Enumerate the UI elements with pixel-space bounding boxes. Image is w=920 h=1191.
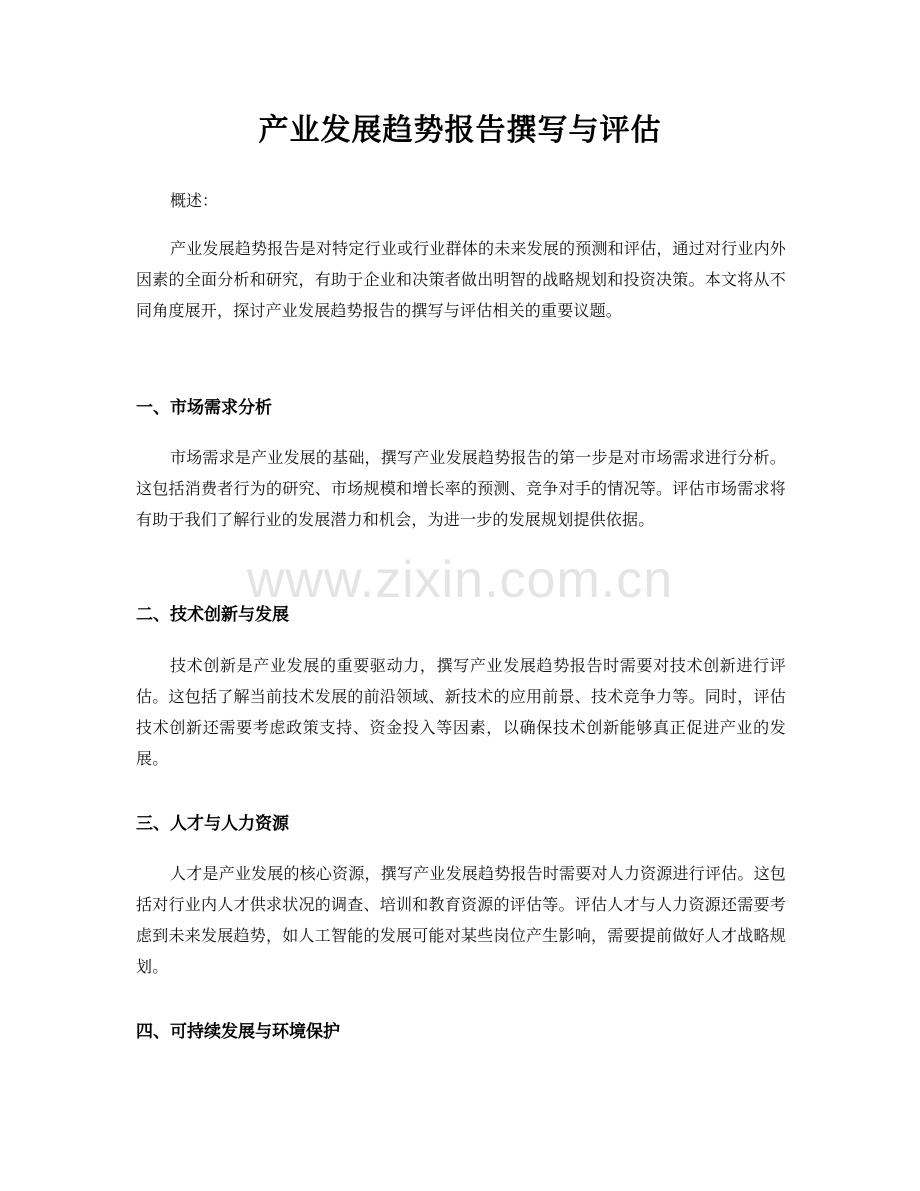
section-body-talent: 人才是产业发展的核心资源，撰写产业发展趋势报告时需要对人力资源进行评估。这包括对行业内人才供求状况的调查、培训和教育资源的评估等。评估人才与人力资源还需要考虑到未来发展趋势，如人工智能的发展可能对某些岗位产生影响，需要提前做好人才战略规划。 (136, 864, 786, 976)
overview-label: 概述： (170, 191, 219, 210)
document-title: 产业发展趋势报告撰写与评估 (258, 113, 662, 148)
section-body-market: 市场需求是产业发展的基础，撰写产业发展趋势报告的第一步是对市场需求进行分析。这包括消费者行为的研究、市场规模和增长率的预测、竞争对手的情况等。评估市场需求将有助于我们了解行业的发展潜力和机会，为进一步的发展规划提供依据。 (136, 448, 786, 529)
watermark-text: www.zixin.com.cn (246, 551, 674, 609)
intro-paragraph: 产业发展趋势报告是对特定行业或行业群体的未来发展的预测和评估，通过对行业内外因素的全面分析和研究，有助于企业和决策者做出明智的战略规划和投资决策。本文将从不同角度展开，探讨产业发展趋势报告的撰写与评估相关的重要议题。 (136, 239, 786, 320)
section-heading-talent: 三、人才与人力资源 (136, 814, 289, 834)
section-heading-technology: 二、技术创新与发展 (136, 605, 289, 625)
section-body-technology: 技术创新是产业发展的重要驱动力，撰写产业发展趋势报告时需要对技术创新进行评估。这包括了解当前技术发展的前沿领域、新技术的应用前景、技术竞争力等。同时，评估技术创新还需要考虑政策支持、资金投入等因素，以确保技术创新能够真正促进产业的发展。 (136, 656, 786, 768)
section-heading-sustainability: 四、可持续发展与环境保护 (136, 1022, 340, 1042)
section-heading-market: 一、市场需求分析 (136, 398, 272, 418)
